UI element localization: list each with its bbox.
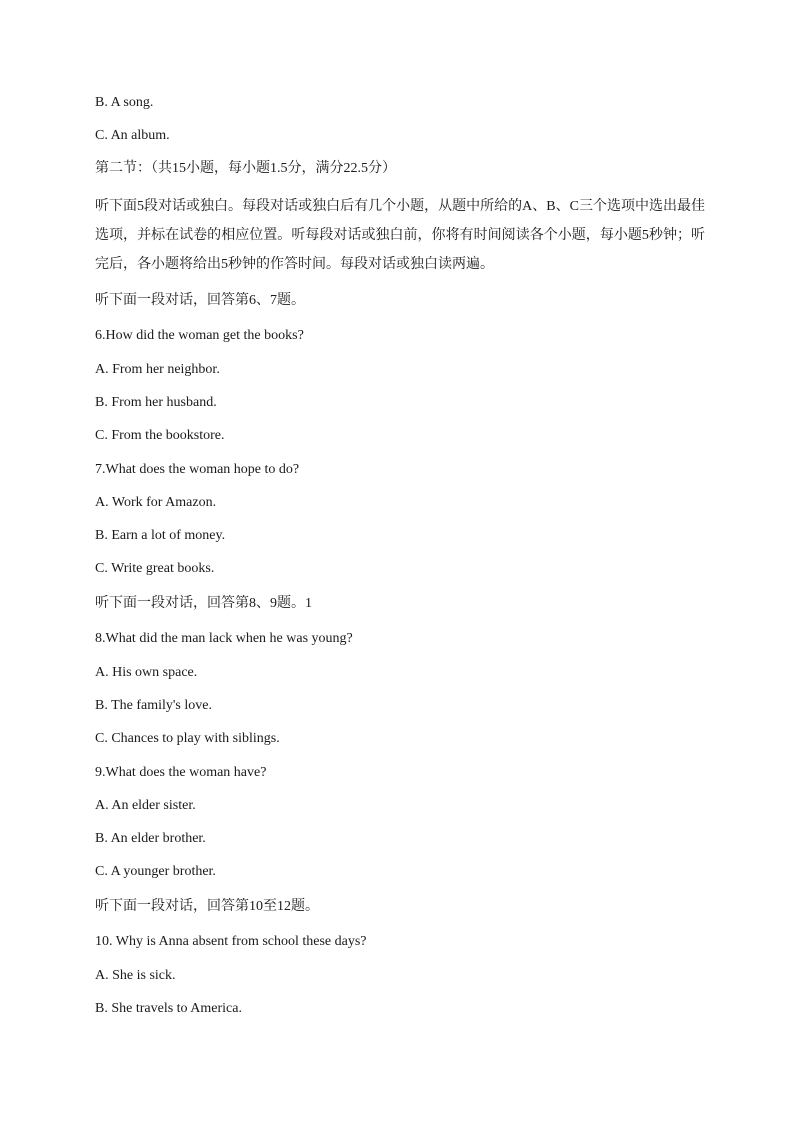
option-5c: C. An album.	[95, 128, 170, 143]
option-6c: C. From the bookstore.	[95, 428, 225, 443]
question-7: 7.What does the woman hope to do?	[95, 462, 300, 477]
dialogue-instruction-10-12: 听下面一段对话，回答第10至12题。	[95, 899, 319, 914]
option-10b: B. She travels to America.	[95, 1001, 242, 1016]
question-9: 9.What does the woman have?	[95, 765, 267, 780]
option-8a: A. His own space.	[95, 665, 198, 680]
option-9b: B. An elder brother.	[95, 831, 206, 846]
option-5b: B. A song.	[95, 95, 154, 110]
option-10a: A. She is sick.	[95, 968, 176, 983]
question-10: 10. Why is Anna absent from school these days?	[95, 934, 367, 949]
option-8c: C. Chances to play with siblings.	[95, 731, 280, 746]
option-8b: B. The family's love.	[95, 698, 212, 713]
option-9a: A. An elder sister.	[95, 798, 196, 813]
question-6: 6.How did the woman get the books?	[95, 328, 304, 343]
option-7b: B. Earn a lot of money.	[95, 528, 226, 543]
option-6b: B. From her husband.	[95, 395, 217, 410]
option-7c: C. Write great books.	[95, 561, 215, 576]
option-6a: A. From her neighbor.	[95, 362, 220, 377]
option-7a: A. Work for Amazon.	[95, 495, 217, 510]
question-8: 8.What did the man lack when he was young?	[95, 631, 353, 646]
section-instructions: 听下面5段对话或独白。每段对话或独白后有几个小题，从题中所给的A、B、C三个选项中选出最佳选项，并标在试卷的相应位置。听每段对话或独白前，你将有时间阅读各个小题，每小题5秒钟；听完后，各小题将给出5秒钟的作答时间。每段对话或独白读两遍。	[95, 199, 705, 272]
section-heading: 第二节：（共15小题，每小题1.5分，满分22.5分）	[95, 161, 396, 176]
option-9c: C. A younger brother.	[95, 864, 216, 879]
dialogue-instruction-8-9: 听下面一段对话，回答第8、9题。1	[95, 596, 312, 611]
dialogue-instruction-6-7: 听下面一段对话，回答第6、7题。	[95, 293, 305, 308]
